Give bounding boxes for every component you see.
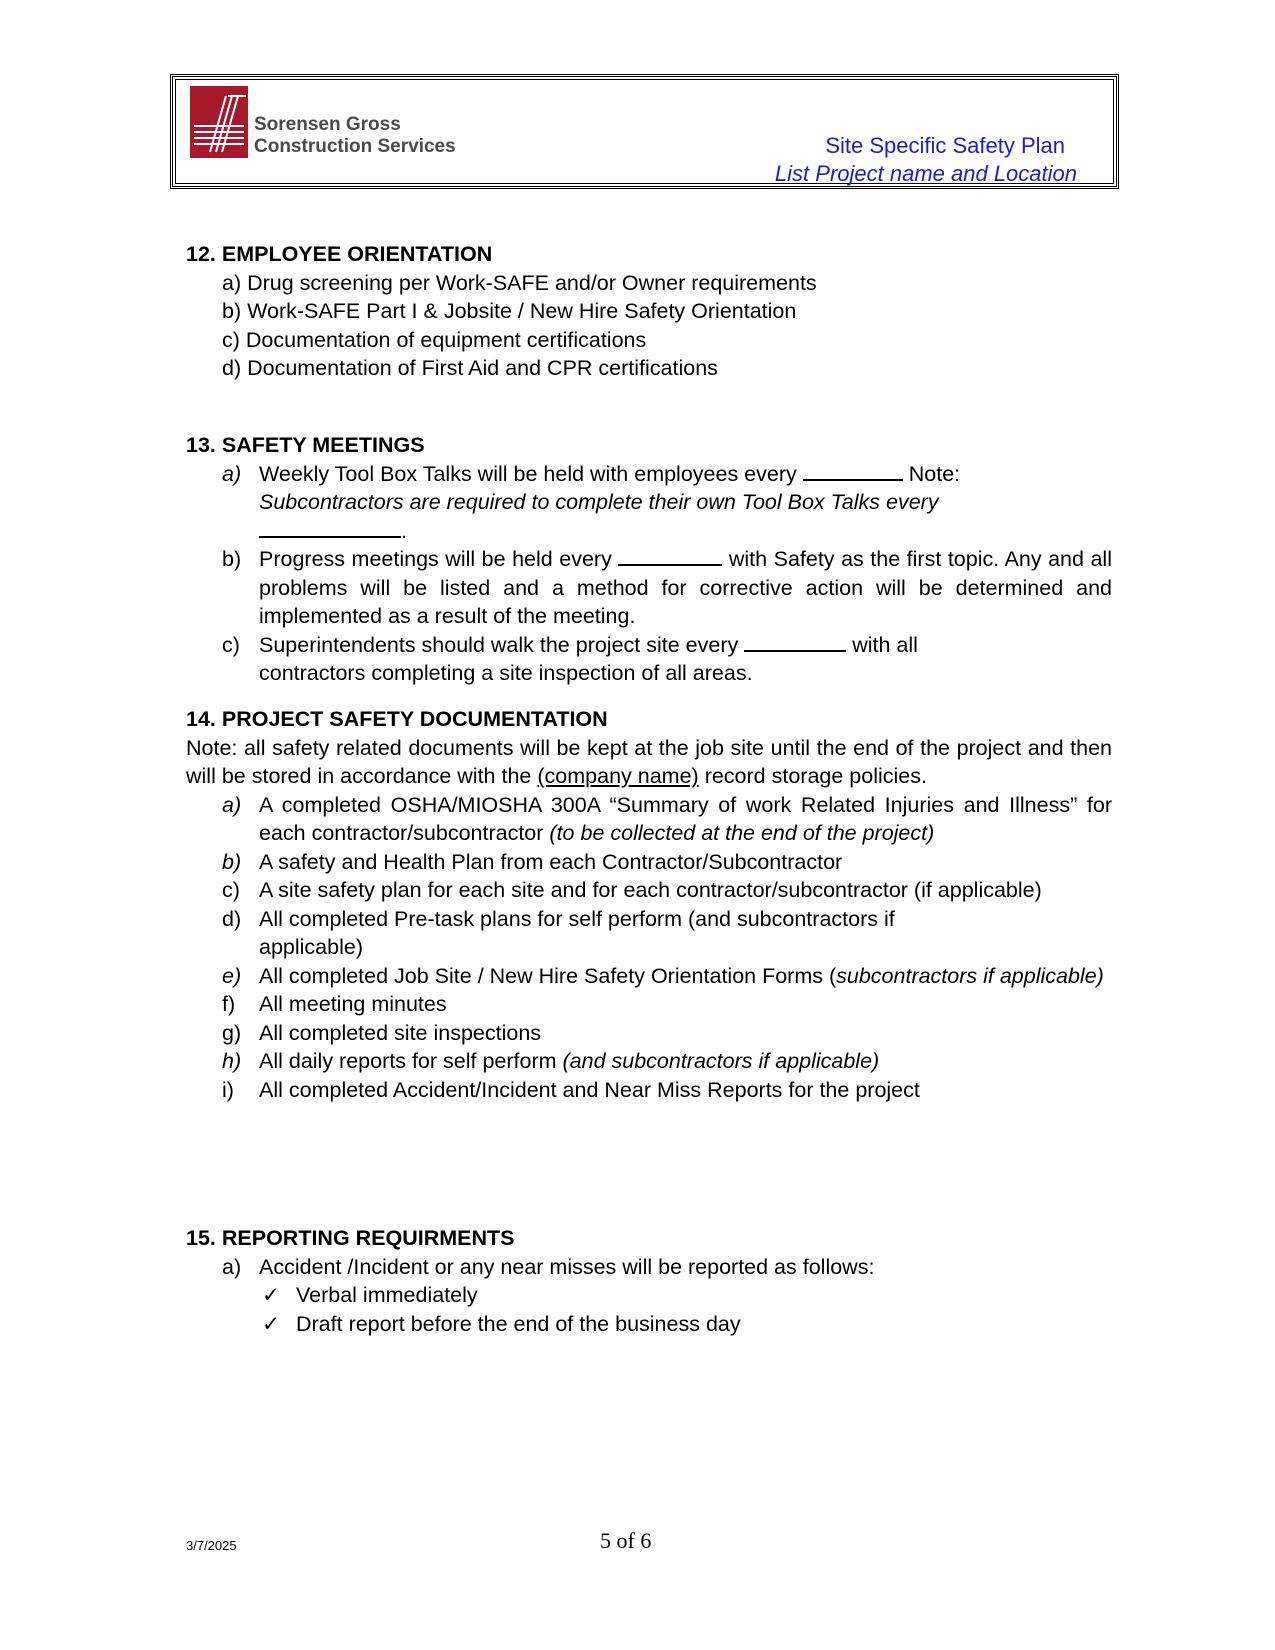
item-text: A safety and Health Plan from each Contractor/Subcontractor xyxy=(259,849,843,874)
list-item xyxy=(186,1076,1112,1105)
item-label: b) xyxy=(222,849,242,874)
list-item xyxy=(186,990,1112,1019)
section-15 xyxy=(186,1224,1112,1338)
list-item xyxy=(186,962,1112,991)
list-item: b) Work-SAFE Part I & Jobsite / New Hire Safety Orientation xyxy=(222,299,797,323)
item-text: All completed Job Site / New Hire Safety Orientation Forms ( xyxy=(259,963,837,988)
item-text: A site safety plan for each site and for each contractor/subcontractor (if applicable) xyxy=(259,878,1042,902)
item-label: a) xyxy=(222,461,242,486)
checklist-item xyxy=(186,1310,1112,1339)
logo-line-2: Construction Services xyxy=(254,136,456,157)
item-text: Progress meetings will be held every xyxy=(259,547,612,571)
section-heading: 15. REPORTING REQUIRMENTS xyxy=(186,1226,515,1250)
item-text: Weekly Tool Box Talks will be held with employees every xyxy=(259,461,797,486)
list-item xyxy=(186,1019,1112,1048)
item-label: i) xyxy=(222,1077,234,1102)
item-text: . xyxy=(401,518,407,543)
list-item xyxy=(186,631,1112,688)
fill-in-blank[interactable] xyxy=(259,518,401,538)
section-heading: 13. SAFETY MEETINGS xyxy=(186,433,425,457)
list-item xyxy=(186,545,1112,631)
checkmark-icon: ✓ xyxy=(262,1311,281,1336)
item-text: Accident /Incident or any near misses will be reported as follows: xyxy=(259,1254,875,1279)
item-text: All completed Pre-task plans for self perform (and subcontractors if xyxy=(259,906,895,931)
list-item xyxy=(186,905,1112,962)
item-text: All completed Accident/Incident and Near Miss Reports for the project xyxy=(259,1077,920,1102)
item-text: A completed OSHA/MIOSHA 300A “Summary of work Related Injuries and Illness” for each contractor/subcontractor xyxy=(259,792,1112,845)
item-text: All completed site inspections xyxy=(259,1020,542,1045)
item-text: applicable) xyxy=(259,935,363,959)
fill-in-blank[interactable] xyxy=(803,461,903,481)
sg-logo-icon xyxy=(190,86,248,158)
section-note xyxy=(186,734,1112,791)
item-label: e) xyxy=(222,963,242,988)
list-item xyxy=(186,1047,1112,1076)
item-text: Verbal immediately xyxy=(296,1283,478,1307)
checklist-item xyxy=(186,1281,1112,1310)
header-inner-border xyxy=(175,79,1114,184)
item-label: a) xyxy=(222,1254,242,1279)
list-item: c) Documentation of equipment certifications xyxy=(222,327,647,352)
item-text: All meeting minutes xyxy=(259,992,447,1016)
section-14 xyxy=(186,705,1112,1104)
page-header xyxy=(170,74,1119,189)
footer-date: 3/7/2025 xyxy=(186,1538,237,1553)
fill-in-blank[interactable] xyxy=(744,632,846,652)
item-text: Draft report before the end of the business day xyxy=(296,1311,741,1336)
page-number: 5 of 6 xyxy=(600,1528,652,1553)
item-text: with all xyxy=(852,632,918,657)
document-title-block xyxy=(775,132,1077,188)
item-note: subcontractors if applicable) xyxy=(836,963,1104,988)
item-text: Subcontractors are required to complete their own Tool Box Talks every xyxy=(259,490,939,514)
note-text: Note: all safety related documents will be kept at the job site until the end of the project and then will be stored in accordance with the xyxy=(186,735,1112,788)
section-heading: 14. PROJECT SAFETY DOCUMENTATION xyxy=(186,707,608,731)
company-logo-text xyxy=(254,114,456,158)
item-label: a) xyxy=(222,792,242,817)
checkmark-icon: ✓ xyxy=(262,1283,281,1307)
item-label: h) xyxy=(222,1049,242,1073)
item-label: d) xyxy=(222,906,242,931)
document-subtitle: List Project name and Location xyxy=(774,161,1077,186)
document-title: Site Specific Safety Plan xyxy=(825,133,1065,158)
note-text: record storage policies. xyxy=(704,764,927,788)
item-label: c) xyxy=(222,632,240,657)
item-text: Superintendents should walk the project site every xyxy=(259,632,739,657)
list-item xyxy=(186,848,1112,877)
item-text: All daily reports for self perform xyxy=(259,1049,557,1073)
list-item xyxy=(186,876,1112,905)
item-label: f) xyxy=(222,992,236,1016)
section-12 xyxy=(186,240,1112,383)
logo-line-1: Sorensen Gross xyxy=(254,114,401,135)
item-label: g) xyxy=(222,1020,242,1045)
list-item xyxy=(186,791,1112,848)
item-label: b) xyxy=(222,547,242,571)
fill-in-blank[interactable] xyxy=(618,546,722,566)
item-text: with Safety as the first topic. Any and all problems will be listed and a method for corrective action will be determined and implemented as a result of the meeting. xyxy=(259,547,1112,628)
list-item: a) Drug screening per Work-SAFE and/or Owner requirements xyxy=(222,270,817,295)
section-13 xyxy=(186,431,1112,688)
list-item xyxy=(186,1253,1112,1282)
item-label: c) xyxy=(222,878,240,902)
list-item xyxy=(186,460,1112,546)
item-text: contractors completing a site inspection of all areas. xyxy=(259,661,753,685)
company-name-placeholder: (company name) xyxy=(537,764,699,788)
item-text: Note: xyxy=(908,461,961,486)
list-item: d) Documentation of First Aid and CPR certifications xyxy=(222,356,718,380)
section-heading: 12. EMPLOYEE ORIENTATION xyxy=(186,242,493,266)
item-note: (and subcontractors if applicable) xyxy=(562,1049,880,1073)
item-note: (to be collected at the end of the project) xyxy=(549,821,935,845)
